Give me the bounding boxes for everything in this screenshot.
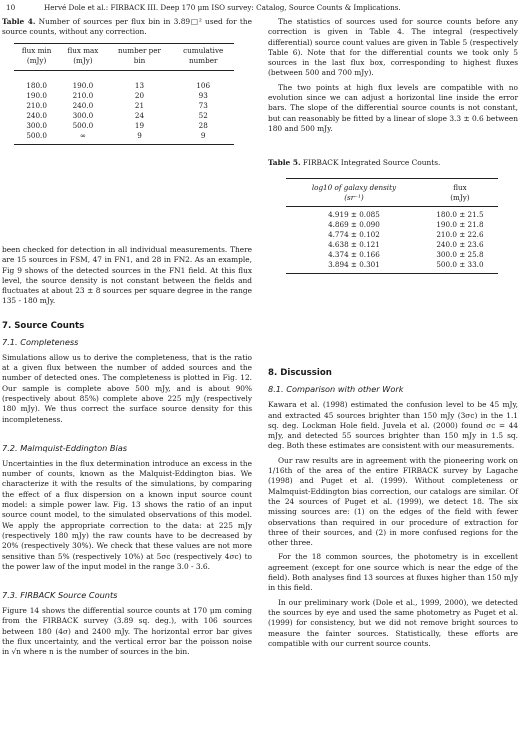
table5 [286, 178, 498, 274]
table-cell: 106 [172, 71, 234, 92]
table-cell: 190.0 [59, 71, 106, 92]
page-header [6, 3, 516, 15]
table-cell: ∞ [59, 131, 106, 145]
table-cell: 4.374 ± 0.166 [328, 250, 380, 260]
table5-caption-text: FIRBACK Integrated Source Counts. [302, 158, 441, 168]
paragraph-detection: been checked for detection in all individual measurements. There are 15 sources in FSM, 47 in FN1, and 28 in FN2. As an example, Fig 9 shows of the detected sources in the FN1 field. At this flux level, the source density is not constant between the fields and fluctuates at about 23 ± 8 sources per square degree in the range 135 - 180 mJy. [2, 245, 252, 306]
table-row [286, 207, 498, 221]
table4-header: cumulative number [172, 44, 234, 71]
table-cell: 4.869 ± 0.090 [328, 220, 380, 230]
table-cell: 210.0 ± 22.6 [436, 230, 484, 240]
table-cell: 500.0 [14, 131, 59, 145]
table-cell: 4.919 ± 0.085 [328, 210, 380, 220]
table-cell: 210.0 [72, 91, 94, 100]
running-title: Hervé Dole et al.: FIRBACK III. Deep 170 μm ISO survey: Catalog, Source Counts & Implications. [44, 3, 401, 12]
table-row [14, 91, 234, 101]
table-cell: 190.0 [26, 91, 47, 100]
table4-header: flux max (mJy) [59, 44, 106, 71]
table-row [14, 111, 234, 121]
table-cell: 4.774 ± 0.102 [328, 230, 380, 240]
table-cell: 28 [198, 121, 208, 130]
table5-caption [268, 158, 518, 168]
table-cell: 240.0 ± 23.6 [436, 240, 484, 250]
table-row [286, 250, 498, 260]
table-cell: 240.0 [26, 111, 47, 120]
paragraph-preliminary-work: In our preliminary work (Dole et al., 1999, 2000), we detected the sources by eye and used the same photometry as Puget et al. (1999) for consistency, but we did not remove bright sources to measure the fainter sources. Statistically, these efforts are compatible with our current source counts. [268, 597, 518, 648]
table-cell: 180.0 [14, 71, 59, 92]
paragraph-completeness: Simulations allow us to derive the completeness, that is the ratio at a given flux between the number of added sources and the number of detected ones. The completeness is plotted in Fig. 12. Our sample is complete above 500 mJy, and is about 90% (respectively about 85%) complete above 225 mJy (respectively 180 mJy). We thus correct the surface source density for this incompleteness. [2, 352, 252, 424]
table4-header-row [14, 44, 234, 71]
paragraph-raw-results: Our raw results are in agreement with the pioneering work on 1/16th of the area of the entire FIRBACK survey by Lagache (1998) and Puget et al. (1999). Without completeness or Malmquist-Eddington bias correction, our catalogs are similar. Of the 24 sources of Puget et al. (1999), we detect 18. The six missing sources are: (1) on the edges of the field with fewer observations than required in our procedure of extraction for three of their sources, and (2) in more confused regions for the other three. [268, 455, 518, 548]
table-cell: 9 [172, 131, 234, 145]
table-cell: 210.0 [26, 101, 47, 110]
table-row [14, 101, 234, 111]
table-row [286, 260, 498, 274]
table-cell: 300.0 ± 25.8 [436, 250, 484, 260]
table5-header-row [286, 179, 498, 207]
table-row [14, 121, 234, 131]
table-cell: 300.0 [72, 111, 94, 120]
table-cell: 93 [198, 91, 208, 100]
page-number: 10 [6, 3, 16, 12]
table4-caption-text: Number of sources per flux bin in 3.89□² used for the source counts, without any correction. [2, 17, 252, 36]
paragraph-firback-counts: Figure 14 shows the differential source counts at 170 μm coming from the FIRBACK survey (3.89 sq. deg.), with 106 sources between 180 (4σ) and 2400 mJy. The horizontal error bar gives the flux uncertainty, and the vertical error bar the poisson noise in √n where n is the number of sources in the bin. [2, 606, 252, 657]
table-cell: 4.638 ± 0.121 [328, 240, 380, 250]
table-cell: 21 [134, 101, 145, 110]
section-7-3-heading: 7.3. FIRBACK Source Counts [2, 590, 118, 601]
paragraph-kawara: Kawara et al. (1998) estimated the confusion level to be 45 mJy, and extracted 45 sources brighter than 150 mJy (3σc) in the 1.1 sq. deg. Lockman Hole field. Juvela et al. (2000) found σc = 44 mJy, and detected 55 sources brighter than 150 mJy in 1.5 sq. deg. Both these estimates are consistent with our measurements. [268, 400, 518, 451]
paragraph-malmquist: Uncertainties in the flux determination introduce an excess in the number of counts, known as the Malquist-Eddington bias. We characterize it with the results of the simulations, by comparing the effect of a flux dispersion on a known input source count model: a simple power law. Fig. 13 shows the ratio of an input source count model, to the simulated observations of this model. We apply the appropriate correction to the data: at 225 mJy (respectively 180 mJy) the raw counts have to be decreased by 20% (respectively 30%). We check that these values are not more sensitive than 5% (respectively 10%) at 5σc (respectively 4σc) to the power law of the input model in the range 3.0 - 3.6. [2, 458, 252, 571]
table-cell: 20 [134, 91, 145, 100]
table-cell: 180.0 ± 21.5 [436, 210, 484, 220]
section-7-2-heading: 7.2. Malmquist-Eddington Bias [2, 442, 128, 453]
table-cell: 52 [198, 111, 208, 120]
table-cell: 13 [107, 71, 173, 92]
table5-header: log10 of galaxy density (sr⁻¹) [286, 179, 422, 207]
table-cell: 190.0 ± 21.8 [436, 220, 484, 230]
table-cell: 300.0 [26, 121, 47, 130]
table4-header: number per bin [107, 44, 173, 71]
table-cell: 24 [134, 111, 145, 120]
table4 [14, 43, 234, 145]
table-row [14, 131, 234, 145]
table-cell: 9 [107, 131, 173, 145]
table-cell: 500.0 [72, 121, 94, 130]
section-8-heading: 8. Discussion [268, 368, 332, 379]
table-cell: 73 [198, 101, 208, 110]
table-row [14, 71, 234, 92]
paragraph-statistics: The statistics of sources used for source counts before any correction is given in Table 4. The integral (respectively differential) source count values are given in Table 5 (respectively Table 6). Note that for the differential counts we took only 5 sources in the last flux box, corresponding to highest fluxes (between 500 and 700 mJy). [268, 17, 518, 78]
paragraph-high-flux: The two points at high flux levels are compatible with no evolution since we can adjust a horizontal line inside the error bars. The slope of the differential source counts is not constant, but can reasonably be fitted by a linear of slope 3.3 ± 0.6 between 180 and 500 mJy. [268, 82, 518, 133]
section-7-heading: 7. Source Counts [2, 320, 85, 331]
table-cell: 19 [134, 121, 145, 130]
table-row [286, 220, 498, 230]
table5-header: flux (mJy) [422, 179, 498, 207]
table5-caption-label: Table 5. [268, 158, 301, 168]
table-cell: 500.0 ± 33.0 [422, 260, 498, 274]
table-row [286, 230, 498, 240]
right-column [268, 17, 518, 653]
table-cell: 3.894 ± 0.301 [286, 260, 422, 274]
table4-caption [2, 17, 252, 37]
table-row [286, 240, 498, 250]
section-7-1-heading: 7.1. Completeness [2, 336, 79, 347]
table-cell: 240.0 [72, 101, 94, 110]
table4-caption-label: Table 4. [2, 17, 36, 26]
paragraph-common-sources: For the 18 common sources, the photometry is in excellent agreement (except for one source which is near the edge of the field). Both analyses find 13 sources at fluxes higher than 150 mJy in this field. [268, 552, 518, 593]
table4-header: flux min (mJy) [14, 44, 59, 71]
section-8-1-heading: 8.1. Comparison with other Work [268, 384, 404, 395]
left-column [2, 17, 252, 662]
